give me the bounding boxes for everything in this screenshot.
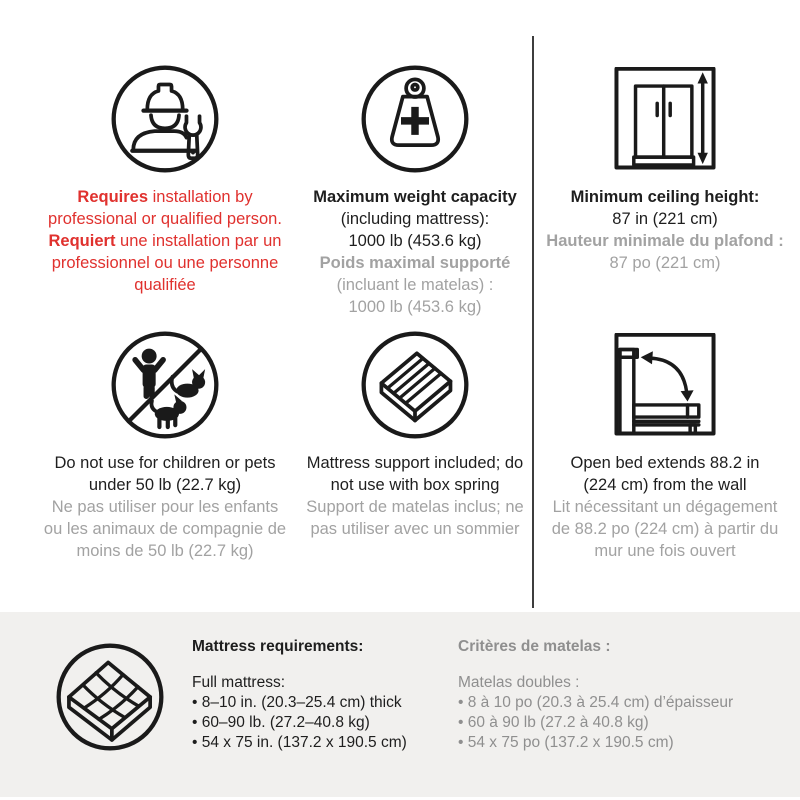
no-children-pets-icon xyxy=(29,328,301,442)
ceiling-height-icon xyxy=(529,62,800,176)
mattress-icon xyxy=(54,641,166,753)
mattress-requirements-subtitle-en: Full mattress: xyxy=(192,674,286,691)
section-no-children-pets xyxy=(29,328,301,562)
mattress-requirements-title-en: Mattress requirements: xyxy=(192,638,364,655)
ceiling-height-text-fr: Hauteur minimale du plafond : 87 po (221 cm) xyxy=(546,232,784,272)
mattress-support-icon xyxy=(279,328,551,442)
mattress-requirements-panel xyxy=(0,612,800,797)
mattress-requirements-bullets-en: • 8–10 in. (20.3–25.4 cm) thick • 60–90 lb. (27.2–40.8 kg) • 54 x 75 in. (137.2 x 190.5 cm) xyxy=(192,694,407,751)
mattress-support-text-fr: Support de matelas inclus; ne pas utiliser avec un sommier xyxy=(306,498,524,538)
open-bed-text-en: Open bed extends 88.2 in (224 cm) from the wall xyxy=(570,454,760,494)
ceiling-height-text-en: Minimum ceiling height: 87 in (221 cm) xyxy=(570,188,760,228)
weight-icon xyxy=(279,62,551,176)
open-bed-text-fr: Lit nécessitant un dégagement de 88.2 po (224 cm) à partir du mur une fois ouvert xyxy=(551,498,779,560)
open-bed-icon xyxy=(529,328,800,442)
installation-text-fr: Requiert une installation par un professionnel ou une personne qualifiée xyxy=(48,232,282,294)
mattress-support-text-en: Mattress support included; do not use with box spring xyxy=(306,454,524,494)
section-open-bed-clearance xyxy=(529,328,800,562)
section-max-weight xyxy=(279,62,551,318)
max-weight-text-fr: Poids maximal supporté (incluant le matelas) : 1000 lb (453.6 kg) xyxy=(319,254,511,316)
mattress-requirements-title-fr: Critères de matelas : xyxy=(458,638,611,655)
mattress-requirements-fr xyxy=(458,636,733,753)
max-weight-text-en: Maximum weight capacity (including mattress): 1000 lb (453.6 kg) xyxy=(313,188,517,250)
mattress-requirements-en xyxy=(192,636,407,753)
no-children-pets-text-en: Do not use for children or pets under 50 lb (22.7 kg) xyxy=(54,454,276,494)
installation-text-en: Requires installation by professional or qualified person. xyxy=(48,188,282,228)
section-installation xyxy=(29,62,301,296)
mattress-requirements-subtitle-fr: Matelas doubles : xyxy=(458,674,580,691)
section-mattress-support xyxy=(279,328,551,540)
no-children-pets-text-fr: Ne pas utiliser pour les enfants ou les animaux de compagnie de moins de 50 lb (22.7 kg) xyxy=(43,498,287,560)
section-ceiling-height xyxy=(529,62,800,274)
installer-icon xyxy=(29,62,301,176)
mattress-requirements-bullets-fr: • 8 à 10 po (20.3 à 25.4 cm) d’épaisseur • 60 à 90 lb (27.2 à 40.8 kg) • 54 x 75 po (137.2 x 190.5 cm) xyxy=(458,694,734,751)
